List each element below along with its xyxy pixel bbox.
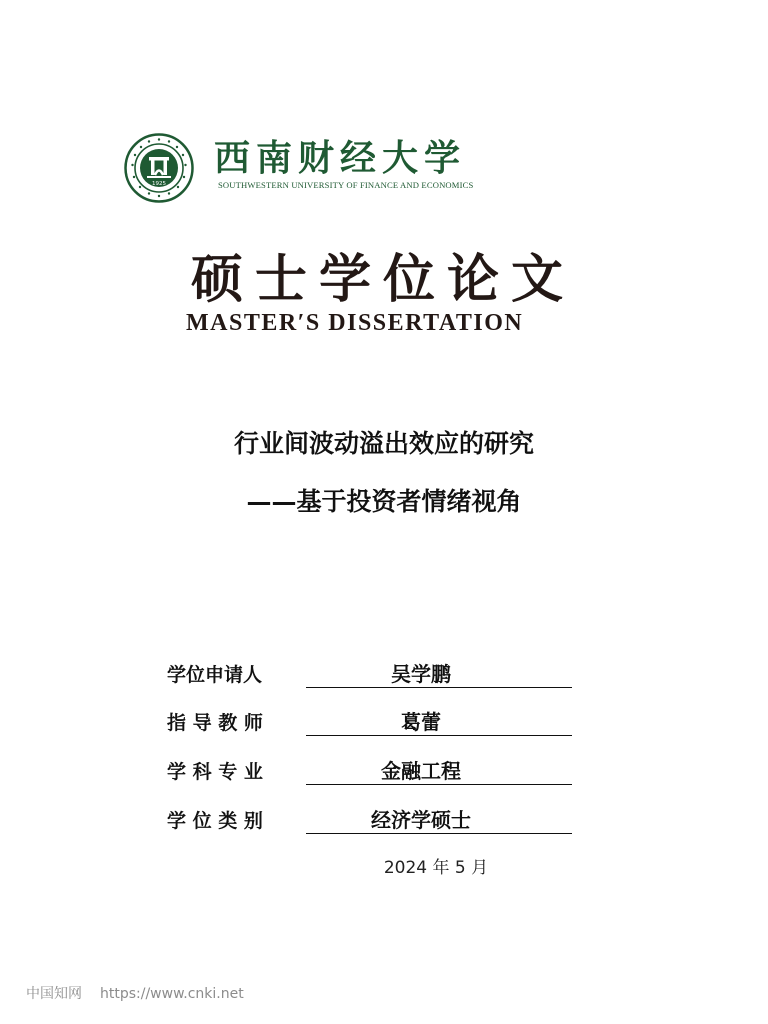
info-label: 学 科 专 业 xyxy=(167,761,263,783)
source-url: https://www.cnki.net xyxy=(100,986,244,1002)
emblem-year: 1925 xyxy=(152,181,166,187)
footer-watermark xyxy=(26,985,244,1003)
university-name-en: SOUTHWESTERN UNIVERSITY OF FINANCE AND ECONOMICS xyxy=(218,180,474,190)
info-row-degree-type xyxy=(167,806,577,838)
info-label: 指 导 教 师 xyxy=(167,712,263,734)
info-row-major xyxy=(167,757,577,789)
thesis-title: 行业间波动溢出效应的研究 xyxy=(233,429,534,458)
info-value: 吴学鹏 xyxy=(306,660,572,688)
info-value: 葛蕾 xyxy=(306,708,572,736)
degree-title-cn: 硕士学位论文 xyxy=(190,250,575,310)
info-label: 学位申请人 xyxy=(167,664,263,686)
degree-title-en: MASTER′S DISSERTATION xyxy=(186,310,524,336)
info-value: 金融工程 xyxy=(306,757,572,785)
info-label: 学 位 类 别 xyxy=(167,810,263,832)
submission-date: 2024 年 5 月 xyxy=(383,858,489,878)
info-row-supervisor xyxy=(167,708,577,740)
university-emblem-icon xyxy=(124,133,194,203)
thesis-subtitle: ——基于投资者情绪视角 xyxy=(246,487,522,516)
university-name-cn: 西南财经大学 xyxy=(214,137,467,179)
info-value: 经济学硕士 xyxy=(306,806,572,834)
info-row-applicant xyxy=(167,660,577,692)
source-name: 中国知网 xyxy=(26,986,82,1002)
